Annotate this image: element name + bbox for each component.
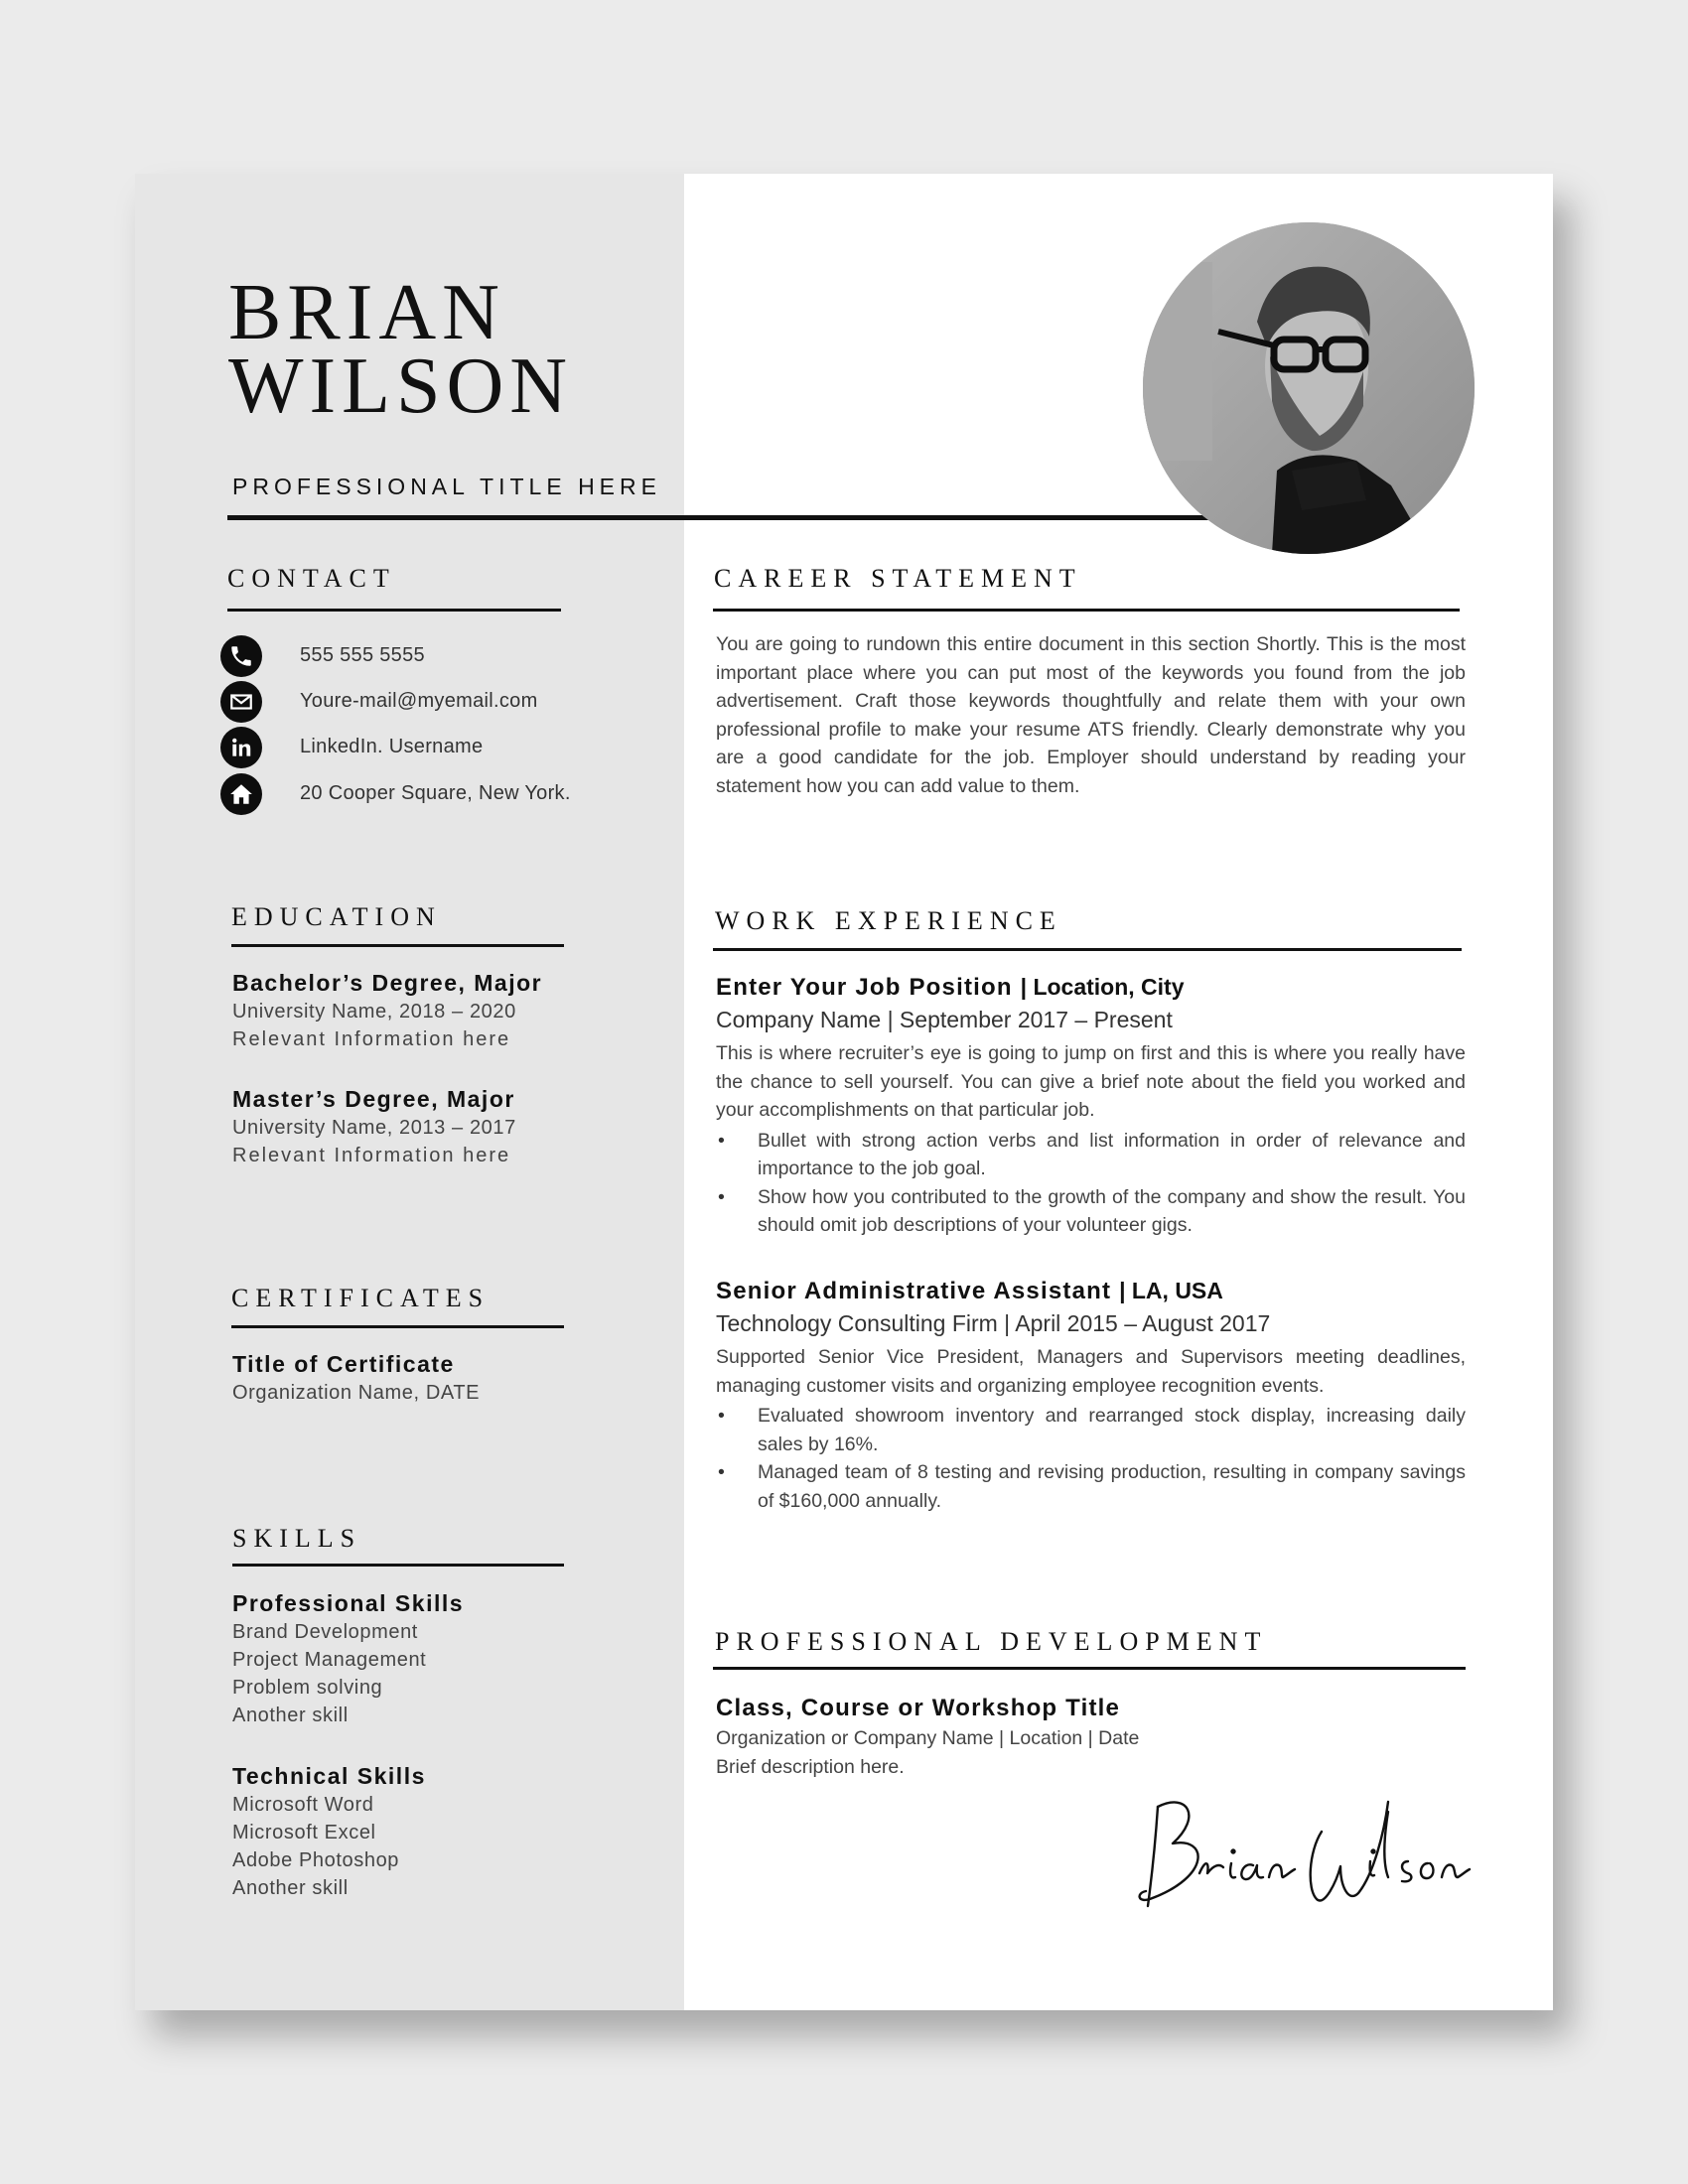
job-title bbox=[716, 971, 1466, 1004]
job-bullets bbox=[716, 1127, 1466, 1240]
job-position: Senior Administrative Assistant bbox=[716, 1278, 1112, 1304]
certificate-title: Title of Certificate bbox=[232, 1351, 455, 1377]
degree-title: Bachelor’s Degree, Major bbox=[232, 970, 543, 996]
degree-title: Master’s Degree, Major bbox=[232, 1086, 515, 1112]
professional-skills bbox=[232, 1588, 649, 1729]
job-bullets bbox=[716, 1402, 1466, 1515]
job-company: Technology Consulting Firm | April 2015 – August 2017 bbox=[716, 1310, 1271, 1336]
skill-item: Problem solving bbox=[232, 1677, 383, 1699]
job-location: | Location, City bbox=[1020, 974, 1185, 1000]
title-divider bbox=[227, 515, 1220, 520]
skill-item: Brand Development bbox=[232, 1621, 418, 1643]
education-item bbox=[232, 1084, 649, 1169]
job-entry bbox=[716, 1275, 1466, 1515]
skill-item: Another skill bbox=[232, 1877, 349, 1899]
skills-subheading: Professional Skills bbox=[232, 1590, 465, 1616]
resume-page bbox=[135, 174, 1553, 2010]
skill-item: Adobe Photoshop bbox=[232, 1849, 400, 1871]
education-heading: EDUCATION bbox=[231, 902, 442, 931]
job-company: Company Name | September 2017 – Present bbox=[716, 1007, 1173, 1032]
first-name: BRIAN bbox=[228, 269, 505, 356]
job-description: This is where recruiter’s eye is going to jump on first and this is where you really have the chance to sell yourself. You can give a brief note about the field you worked and your accomplishments on that particular job. bbox=[716, 1042, 1466, 1121]
job-bullet: • Managed team of 8 testing and revising production, resulting in company savings of $160,000 annually. bbox=[716, 1458, 1466, 1515]
career-divider bbox=[713, 609, 1460, 612]
email-icon bbox=[220, 681, 262, 723]
contact-address bbox=[220, 773, 657, 815]
linkedin-text: LinkedIn. Username bbox=[300, 736, 484, 757]
education-divider bbox=[231, 944, 564, 947]
job-description: Supported Senior Vice President, Managers and Supervisors meeting deadlines, managing customer visits and organizing employee recognition events. bbox=[716, 1346, 1466, 1397]
job-entry bbox=[716, 971, 1466, 1240]
school-text: University Name, 2013 – 2017 bbox=[232, 1117, 516, 1139]
skills-subheading: Technical Skills bbox=[232, 1763, 426, 1789]
skill-item: Microsoft Excel bbox=[232, 1822, 376, 1843]
skills-divider bbox=[232, 1564, 564, 1567]
certificate-item bbox=[232, 1349, 649, 1407]
education-info: Relevant Information here bbox=[232, 1145, 511, 1166]
skill-item: Project Management bbox=[232, 1649, 427, 1671]
career-statement-heading: CAREER STATEMENT bbox=[714, 564, 1082, 593]
address-text: 20 Cooper Square, New York. bbox=[300, 782, 571, 804]
professional-development-heading: PROFESSIONAL DEVELOPMENT bbox=[715, 1627, 1268, 1656]
course-org: Organization or Company Name | Location | Date bbox=[716, 1727, 1140, 1749]
technical-skills bbox=[232, 1761, 649, 1902]
work-divider bbox=[713, 948, 1462, 951]
candidate-name bbox=[228, 269, 574, 430]
job-location: | LA, USA bbox=[1119, 1278, 1223, 1303]
job-bullet: • Bullet with strong action verbs and list information in order of relevance and importance to the job goal. bbox=[716, 1127, 1466, 1183]
contact-email bbox=[220, 681, 657, 723]
certificates-divider bbox=[231, 1325, 564, 1328]
work-experience-heading: WORK EXPERIENCE bbox=[715, 906, 1062, 935]
job-bullet: • Evaluated showroom inventory and rearranged stock display, increasing daily sales by 16%. bbox=[716, 1402, 1466, 1458]
course-description: Brief description here. bbox=[716, 1755, 905, 1778]
career-statement-text: You are going to rundown this entire document in this section Shortly. This is the most important place where you can put most of the keywords you found from the job advertisement. Craft those keywords thoughtfully and relate them with your own professional profile to make your resume ATS friendly. Clearly demonstrate why you are a good candidate for the job. Employer should understand by reading your statement how you can add value to them. bbox=[716, 633, 1466, 797]
education-info: Relevant Information here bbox=[232, 1028, 511, 1050]
development-divider bbox=[713, 1667, 1466, 1670]
contact-linkedin bbox=[220, 727, 657, 768]
course-title: Class, Course or Workshop Title bbox=[716, 1695, 1121, 1721]
professional-title: PROFESSIONAL TITLE HERE bbox=[232, 474, 661, 499]
job-bullet: • Show how you contributed to the growth of the company and show the result. You should omit job descriptions of your volunteer gigs. bbox=[716, 1183, 1466, 1240]
school-text: University Name, 2018 – 2020 bbox=[232, 1001, 516, 1023]
contact-divider bbox=[227, 609, 561, 612]
job-position: Enter Your Job Position bbox=[716, 974, 1013, 1001]
phone-icon bbox=[220, 635, 262, 677]
last-name: WILSON bbox=[228, 342, 574, 430]
signature bbox=[1128, 1782, 1485, 1921]
email-text: Youre-mail@myemail.com bbox=[300, 690, 538, 712]
home-icon bbox=[220, 773, 262, 815]
education-item bbox=[232, 968, 649, 1053]
contact-heading: CONTACT bbox=[227, 564, 396, 593]
job-title bbox=[716, 1275, 1466, 1307]
profile-photo bbox=[1143, 222, 1475, 554]
development-entry bbox=[716, 1693, 1466, 1781]
skills-heading: SKILLS bbox=[232, 1524, 362, 1553]
certificate-org: Organization Name, DATE bbox=[232, 1382, 481, 1404]
skill-item: Another skill bbox=[232, 1705, 349, 1726]
skill-item: Microsoft Word bbox=[232, 1794, 374, 1816]
phone-text: 555 555 5555 bbox=[300, 644, 425, 666]
certificates-heading: CERTIFICATES bbox=[231, 1284, 491, 1312]
contact-phone bbox=[220, 635, 657, 677]
linkedin-icon bbox=[220, 727, 262, 768]
career-statement bbox=[716, 630, 1466, 800]
